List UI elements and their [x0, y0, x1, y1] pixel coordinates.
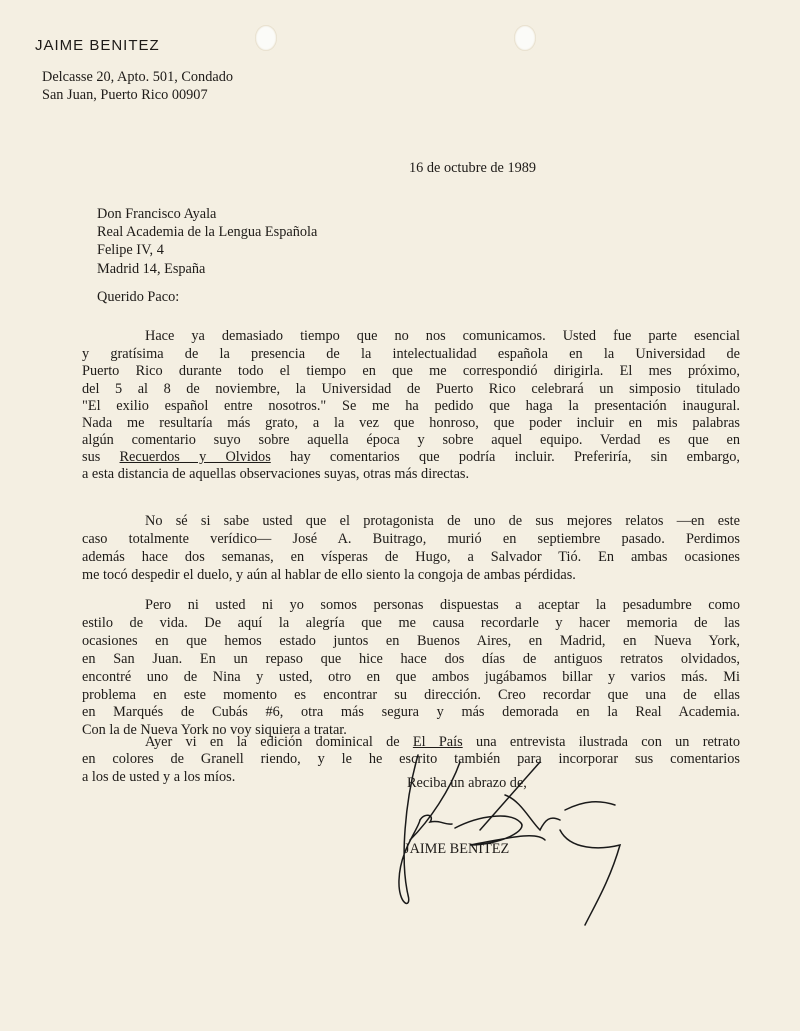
- body-line: y gratísima de la presencia de la intelectualidad española en la Universidad de: [82, 346, 740, 362]
- body-line: en colores de Granell riendo, y le he escrito también para incorporar sus comentarios: [82, 751, 740, 767]
- body-line: No sé si sabe usted que el protagonista de uno de sus mejores relatos —en este: [145, 513, 740, 529]
- body-line: además hace dos semanas, en vísperas de Hugo, a Salvador Tió. En ambas ocasiones: [82, 549, 740, 565]
- text: una entrevista ilustrada con un retrato: [462, 734, 740, 750]
- body-line: "El exilio español entre nosotros." Se me ha pedido que haga la presentación inaugural.: [82, 398, 740, 414]
- body-line: Hace ya demasiado tiempo que no nos comunicamos. Usted fue parte esencial: [145, 328, 740, 344]
- body-line: a esta distancia de aquellas observaciones suyas, otras más directas.: [82, 466, 470, 482]
- body-line: a los de usted y a los míos.: [82, 769, 236, 785]
- text: sus: [82, 449, 120, 465]
- body-line: Puerto Rico durante todo el tiempo en que me correspondió dirigirla. El mes próximo,: [82, 363, 740, 379]
- closing: Reciba un abrazo de,: [407, 775, 527, 791]
- letterhead-address: Delcasse 20, Apto. 501, Condado: [42, 69, 233, 85]
- newspaper-title: El País: [412, 734, 463, 750]
- recipient-line: Real Academia de la Lengua Española: [97, 224, 318, 240]
- text: hay comentarios que podría incluir. Preferiría, sin embargo,: [270, 449, 740, 465]
- body-line: del 5 al 8 de noviembre, la Universidad de Puerto Rico celebrará un simposio titulado: [82, 381, 740, 397]
- body-line: estilo de vida. De aquí la alegría que me causa recordarle y hacer memoria de las: [82, 615, 740, 631]
- body-line: en Marqués de Cubás #6, otra más segura y más demorada en la Real Academia.: [82, 704, 740, 720]
- signature-name: JAIME BENITEZ: [404, 841, 510, 857]
- letterhead-address: San Juan, Puerto Rico 00907: [42, 87, 208, 103]
- body-line: Con la de Nueva York no voy siquiera a tratar.: [82, 722, 347, 738]
- body-line: Pero ni usted ni yo somos personas dispuestas a aceptar la pesadumbre como: [145, 597, 740, 613]
- body-line: me tocó despedir el duelo, y aún al hablar de ello siento la congoja de ambas pérdidas.: [82, 567, 576, 583]
- body-line: caso totalmente verídico— José A. Buitrago, murió en septiembre pasado. Perdimos: [82, 531, 740, 547]
- letterhead-name: JAIME BENITEZ: [35, 37, 160, 54]
- body-line: problema en este momento es encontrar su dirección. Creo recordar que una de ellas: [82, 687, 740, 703]
- body-line: Nada me resultaría más grato, a la vez que honroso, que poder incluir en mis palabras: [82, 415, 740, 431]
- recipient-line: Felipe IV, 4: [97, 242, 164, 258]
- body-line: ocasiones en que hemos estado juntos en Buenos Aires, en Madrid, en Nueva York,: [82, 633, 740, 649]
- recipient-line: Madrid 14, España: [97, 261, 206, 277]
- date: 16 de octubre de 1989: [409, 160, 537, 176]
- body-line: algún comentario suyo sobre aquella época y sobre aquel equipo. Verdad es que en: [82, 432, 740, 448]
- text: Ayer vi en la edición dominical de: [145, 734, 413, 750]
- body-line: en San Juan. En un repaso que hice hace dos días de antiguos retratos olvidados,: [82, 651, 740, 667]
- book-title: Recuerdos y Olvidos: [119, 449, 271, 465]
- recipient-line: Don Francisco Ayala: [97, 206, 217, 222]
- salutation: Querido Paco:: [97, 289, 180, 305]
- body-line: encontré uno de Nina y usted, otro en que ambos jugábamos billar y varios más. Mi: [82, 669, 740, 685]
